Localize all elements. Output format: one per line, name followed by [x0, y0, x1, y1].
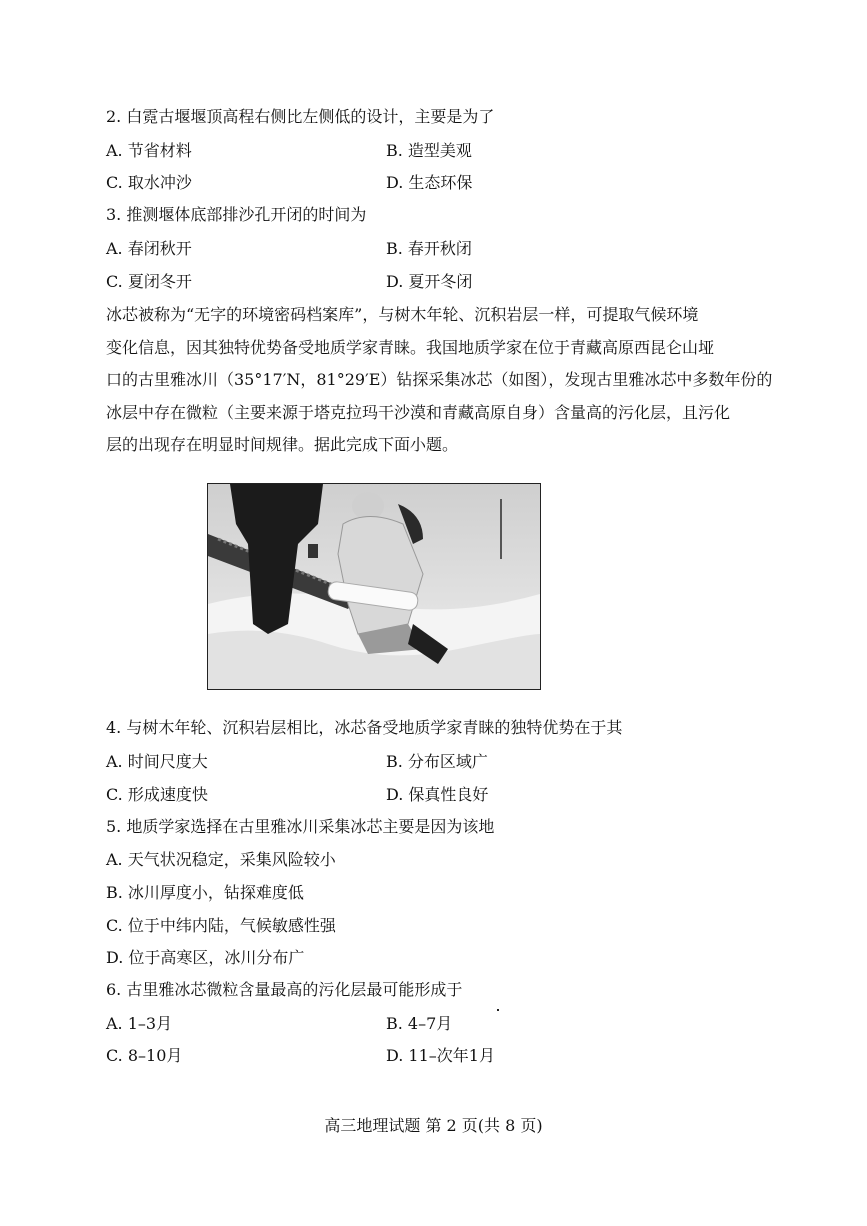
question-3-option-c: C. 夏闭冬开 [106, 272, 192, 291]
ice-core-photo [207, 483, 541, 690]
stray-mark [497, 1009, 499, 1011]
passage-line-3: 口的古里雅冰川（35°17′N，81°29′E）钻探采集冰芯（如图），发现古里雅冰芯中多数年份的 [106, 370, 773, 389]
passage-line-5: 层的出现存在明显时间规律。据此完成下面小题。 [106, 435, 459, 454]
question-5-option-d: D. 位于高寒区，冰川分布广 [106, 948, 305, 967]
question-5-option-a: A. 天气状况稳定，采集风险较小 [106, 850, 336, 869]
question-6-option-d: D. 11–次年1月 [386, 1046, 495, 1065]
question-3-stem: 3. 推测堰体底部排沙孔开闭的时间为 [106, 205, 367, 224]
question-6-option-b: B. 4–7月 [386, 1014, 453, 1033]
question-3-option-d: D. 夏开冬闭 [386, 272, 473, 291]
passage [106, 299, 773, 462]
question-4-stem: 4. 与树木年轮、沉积岩层相比，冰芯备受地质学家青睐的独特优势在于其 [106, 718, 623, 737]
question-4-option-d: D. 保真性良好 [386, 785, 489, 804]
question-2-option-a: A. 节省材料 [106, 141, 192, 160]
question-4-option-b: B. 分布区域广 [386, 752, 488, 771]
question-2-option-d: D. 生态环保 [386, 173, 473, 192]
ice-core-drilling-image [208, 484, 540, 689]
question-5-stem: 5. 地质学家选择在古里雅冰川采集冰芯主要是因为该地 [106, 817, 495, 836]
passage-line-4: 冰层中存在微粒（主要来源于塔克拉玛干沙漠和青藏高原自身）含量高的污化层，且污化 [106, 402, 731, 422]
passage-line-2: 变化信息，因其独特优势备受地质学家青睐。我国地质学家在位于青藏高原西昆仑山垭 [106, 337, 715, 357]
question-5-option-c: C. 位于中纬内陆，气候敏感性强 [106, 916, 336, 935]
question-3-option-b: B. 春开秋闭 [386, 239, 472, 258]
page-footer: 高三地理试题 第 2 页(共 8 页) [324, 1116, 543, 1135]
question-4-option-a: A. 时间尺度大 [106, 752, 208, 771]
question-6-option-c: C. 8–10月 [106, 1046, 183, 1065]
question-5-option-b: B. 冰川厚度小，钻探难度低 [106, 883, 304, 902]
question-6-option-a: A. 1–3月 [106, 1014, 173, 1033]
question-4-option-c: C. 形成速度快 [106, 785, 208, 804]
question-2-stem: 2. 白霓古堰堰顶高程右侧比左侧低的设计，主要是为了 [106, 107, 495, 126]
question-2-option-b: B. 造型美观 [386, 141, 472, 160]
passage-line-1: 冰芯被称为“无字的环境密码档案库”，与树木年轮、沉积岩层一样，可提取气候环境 [106, 305, 699, 324]
question-2-option-c: C. 取水冲沙 [106, 173, 192, 192]
question-6-stem: 6. 古里雅冰芯微粒含量最高的污化层最可能形成于 [106, 980, 463, 999]
question-3-option-a: A. 春闭秋开 [106, 239, 192, 258]
